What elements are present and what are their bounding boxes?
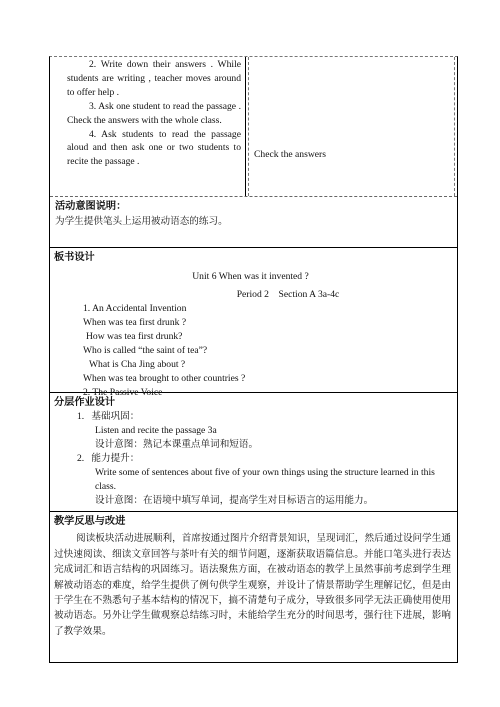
reflection-section [49,512,458,663]
board-line: Who is called “the saint of tea”? [83,345,208,356]
step-2: 2. Write down their answers . While students are writing , teacher moves around to offer help . [67,59,241,98]
procedure-steps [50,57,246,196]
homework-item-2-label: 2. 能力提升： [77,453,140,465]
procedure-section [49,56,458,248]
step-3: 3. Ask one student to read the passage . Check the answers with the whole class. [67,100,241,126]
board-line: When was tea brought to other countries ? [83,372,246,384]
homework-item-1-task: Listen and recite the passage 3a [95,425,217,437]
intent-body: 为学生提供笔头上运用被动语态的练习。 [55,215,228,227]
lesson-plan-table [49,56,458,663]
intent-title: 活动意图说明： [55,201,127,212]
period-title: Period 2 Section A 3a-4c [236,289,340,301]
homework-item-1-intent: 设计意图：熟记本课重点单词和短语。 [95,439,259,451]
homework-item-2-intent: 设计意图：在语境中填写单词，提高学生对目标语言的运用能力。 [95,494,374,506]
board-design-section [49,248,458,398]
board-line: How was tea first drunk? [86,331,183,343]
board-line: 1. An Accidental Invention [83,303,187,315]
board-lines [83,302,453,399]
homework-title: 分层作业设计 [54,396,116,408]
homework-item-1-label: 1. 基础巩固： [77,411,140,423]
board-line: 2. The Passive Voice [83,386,163,398]
unit-title: Unit 6 When was it invented ? [192,271,309,283]
activity-intent [50,197,457,247]
homework-section [49,393,458,512]
reflection-body: 阅读板块活动进展顺利，首席按通过图片介绍背景知识，呈现词汇，然后通过设问学生通过快速阅读、细读文章回答与茶叶有关的细节问题，逐渐获取语篇信息。并能口笔头进行表达完成词汇和语言结构的巩固练习。语法聚焦方面，在被动语态的教学上虽然事前考虑到学生理解被动语态的难度，给学生提供了例句供学生观察，并设计了情景帮助学生理解记忆，但是由于学生在不熟悉句子基本结构的情况下，搞不清楚句子成分，导致很多同学无法正确使用使用被动语态。另外让学生做观察总结练习时，未能给学生充分的时间思考，强行往下进展，影响了教学效果。 [54,533,451,637]
check-answers-text: Check the answers [254,149,326,160]
homework-item-2-task: Write some of sentences about five of your own things using the structure learned in this class. [95,467,435,492]
reflection-title: 教学反思与改进 [54,515,126,527]
procedure-right-cell [246,57,457,196]
board-title: 板书设计 [54,251,95,263]
step-4: 4. Ask students to read the passage aloud and then ask one or two students to recite the passage . [67,128,241,168]
board-line: What is Cha Jing about ? [89,358,186,370]
board-line: When was tea first drunk ? [83,317,187,329]
